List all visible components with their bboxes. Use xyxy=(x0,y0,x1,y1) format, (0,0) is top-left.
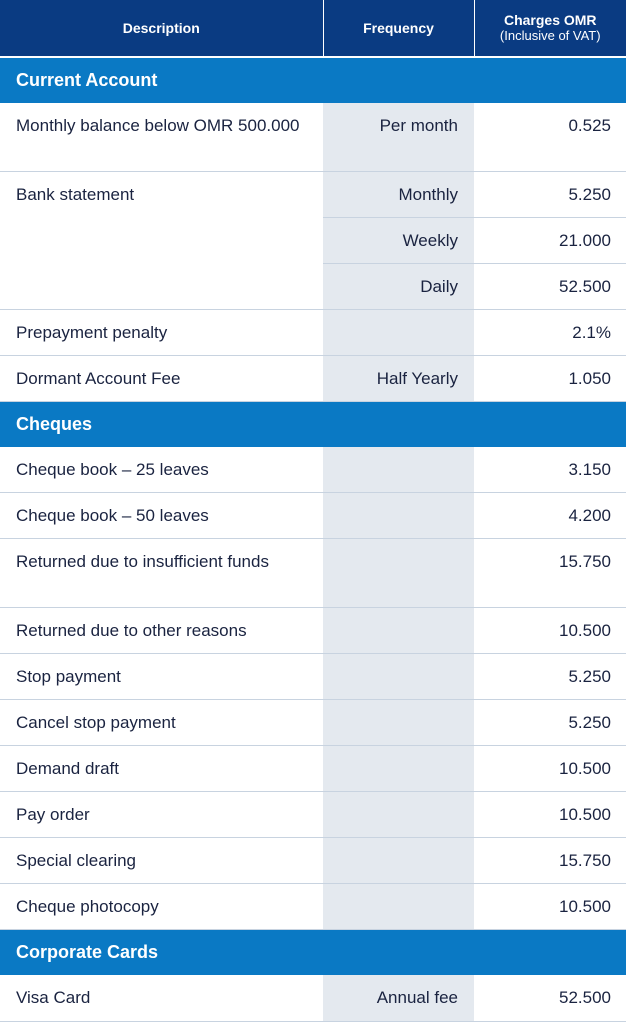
table-row xyxy=(0,103,626,172)
row-amount: 5.250 xyxy=(474,654,626,700)
header-charges-subtitle: (Inclusive of VAT) xyxy=(499,28,601,43)
table-row xyxy=(0,493,626,539)
row-description: Visa Card xyxy=(0,975,323,1022)
table-row xyxy=(0,310,626,356)
row-frequency: Weekly xyxy=(323,218,474,264)
table-row xyxy=(0,218,626,264)
row-frequency xyxy=(323,493,474,539)
row-amount: 5.250 xyxy=(474,172,626,218)
table-row xyxy=(0,838,626,884)
table-row xyxy=(0,172,626,218)
table-row xyxy=(0,608,626,654)
row-frequency xyxy=(323,654,474,700)
table-row xyxy=(0,447,626,493)
row-description: Prepayment penalty xyxy=(0,310,323,356)
row-amount: 10.500 xyxy=(474,792,626,838)
section-cheques xyxy=(0,402,626,448)
row-amount: 10.500 xyxy=(474,746,626,792)
row-frequency: Annual fee xyxy=(323,975,474,1022)
table-row xyxy=(0,264,626,310)
header-charges-title: Charges OMR xyxy=(503,12,597,28)
section-title: Current Account xyxy=(0,57,626,103)
row-frequency xyxy=(323,608,474,654)
row-amount: 21.000 xyxy=(474,218,626,264)
row-description: Dormant Account Fee xyxy=(0,356,323,402)
row-description xyxy=(0,264,323,310)
table-header-row xyxy=(0,0,626,57)
table-row xyxy=(0,539,626,608)
table-row xyxy=(0,746,626,792)
table-row xyxy=(0,975,626,1022)
row-amount: 0.525 xyxy=(474,103,626,172)
row-frequency xyxy=(323,539,474,608)
table-row xyxy=(0,884,626,930)
row-description: Pay order xyxy=(0,792,323,838)
row-frequency: Half Yearly xyxy=(323,356,474,402)
row-description: Returned due to insufficient funds xyxy=(0,539,323,608)
row-description xyxy=(0,218,323,264)
row-frequency: Per month xyxy=(323,103,474,172)
row-amount: 4.200 xyxy=(474,493,626,539)
table-row xyxy=(0,356,626,402)
row-frequency xyxy=(323,310,474,356)
row-description: Cancel stop payment xyxy=(0,700,323,746)
row-description: Stop payment xyxy=(0,654,323,700)
header-description: Description xyxy=(0,0,323,57)
row-amount: 1.050 xyxy=(474,356,626,402)
section-current-account xyxy=(0,57,626,103)
row-frequency xyxy=(323,746,474,792)
row-description: Returned due to other reasons xyxy=(0,608,323,654)
row-description: Cheque book – 50 leaves xyxy=(0,493,323,539)
header-charges xyxy=(474,0,626,57)
row-frequency: Monthly xyxy=(323,172,474,218)
section-corporate-cards xyxy=(0,930,626,976)
row-amount: 3.150 xyxy=(474,447,626,493)
row-frequency xyxy=(323,884,474,930)
row-description: Monthly balance below OMR 500.000 xyxy=(0,103,323,172)
row-amount: 10.500 xyxy=(474,884,626,930)
row-frequency xyxy=(323,447,474,493)
table-row xyxy=(0,700,626,746)
section-title: Corporate Cards xyxy=(0,930,626,976)
row-description: Bank statement xyxy=(0,172,323,218)
row-amount: 52.500 xyxy=(474,264,626,310)
row-amount: 52.500 xyxy=(474,975,626,1022)
row-description: Demand draft xyxy=(0,746,323,792)
table-row xyxy=(0,792,626,838)
row-description: Cheque photocopy xyxy=(0,884,323,930)
table-row xyxy=(0,654,626,700)
row-amount: 10.500 xyxy=(474,608,626,654)
row-amount: 2.1% xyxy=(474,310,626,356)
row-amount: 15.750 xyxy=(474,838,626,884)
row-frequency xyxy=(323,792,474,838)
row-description: Cheque book – 25 leaves xyxy=(0,447,323,493)
row-frequency xyxy=(323,700,474,746)
row-frequency xyxy=(323,838,474,884)
header-frequency: Frequency xyxy=(323,0,474,57)
row-amount: 15.750 xyxy=(474,539,626,608)
row-amount: 5.250 xyxy=(474,700,626,746)
section-title: Cheques xyxy=(0,402,626,448)
row-frequency: Daily xyxy=(323,264,474,310)
row-description: Special clearing xyxy=(0,838,323,884)
